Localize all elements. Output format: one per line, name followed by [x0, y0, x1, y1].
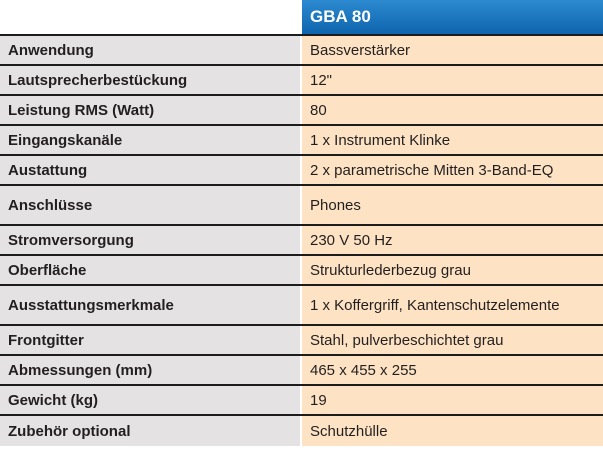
spec-label: Zubehör optional	[0, 416, 302, 446]
spec-row-anschluesse	[0, 186, 603, 226]
spec-row-abmessungen	[0, 356, 603, 386]
spec-row-zubehoer	[0, 416, 603, 446]
spec-row-leistung	[0, 96, 603, 126]
spec-label: Frontgitter	[0, 326, 302, 354]
spec-row-austattung	[0, 156, 603, 186]
model-header: GBA 80	[302, 0, 603, 34]
spec-value: Schutzhülle	[302, 416, 603, 446]
spec-label: Oberfläche	[0, 256, 302, 284]
spec-label: Gewicht (kg)	[0, 386, 302, 414]
spec-row-eingangskanaele	[0, 126, 603, 156]
spec-row-ausstattungsmerkmale	[0, 286, 603, 326]
spec-rows	[0, 34, 603, 465]
spec-value: 12"	[302, 66, 603, 94]
spec-row-anwendung	[0, 36, 603, 66]
spec-label: Lautsprecherbestückung	[0, 66, 302, 94]
spec-value: 1 x Instrument Klinke	[302, 126, 603, 154]
spec-label: Eingangskanäle	[0, 126, 302, 154]
spec-value: 465 x 455 x 255	[302, 356, 603, 384]
spec-label: Ausstattungsmerkmale	[0, 286, 302, 324]
spec-value: Phones	[302, 186, 603, 224]
spec-label: Austattung	[0, 156, 302, 184]
spec-value: Stahl, pulverbeschichtet grau	[302, 326, 603, 354]
spec-row-oberflaeche	[0, 256, 603, 286]
spec-label: Stromversorgung	[0, 226, 302, 254]
spec-value: 2 x parametrische Mitten 3-Band-EQ	[302, 156, 603, 184]
header-row	[0, 0, 603, 34]
spec-value: 1 x Koffergriff, Kantenschutzelemente	[302, 286, 603, 324]
spec-value: Strukturlederbezug grau	[302, 256, 603, 284]
spec-label: Abmessungen (mm)	[0, 356, 302, 384]
spec-value: 19	[302, 386, 603, 414]
spec-value: Bassverstärker	[302, 36, 603, 64]
spec-label: Leistung RMS (Watt)	[0, 96, 302, 124]
header-empty-cell	[0, 0, 302, 34]
spec-value: 230 V 50 Hz	[302, 226, 603, 254]
spec-label: Anwendung	[0, 36, 302, 64]
spec-row-gewicht	[0, 386, 603, 416]
spec-value: 80	[302, 96, 603, 124]
spec-row-frontgitter	[0, 326, 603, 356]
spec-row-stromversorgung	[0, 226, 603, 256]
spec-row-lautsprecher	[0, 66, 603, 96]
spec-label: Anschlüsse	[0, 186, 302, 224]
